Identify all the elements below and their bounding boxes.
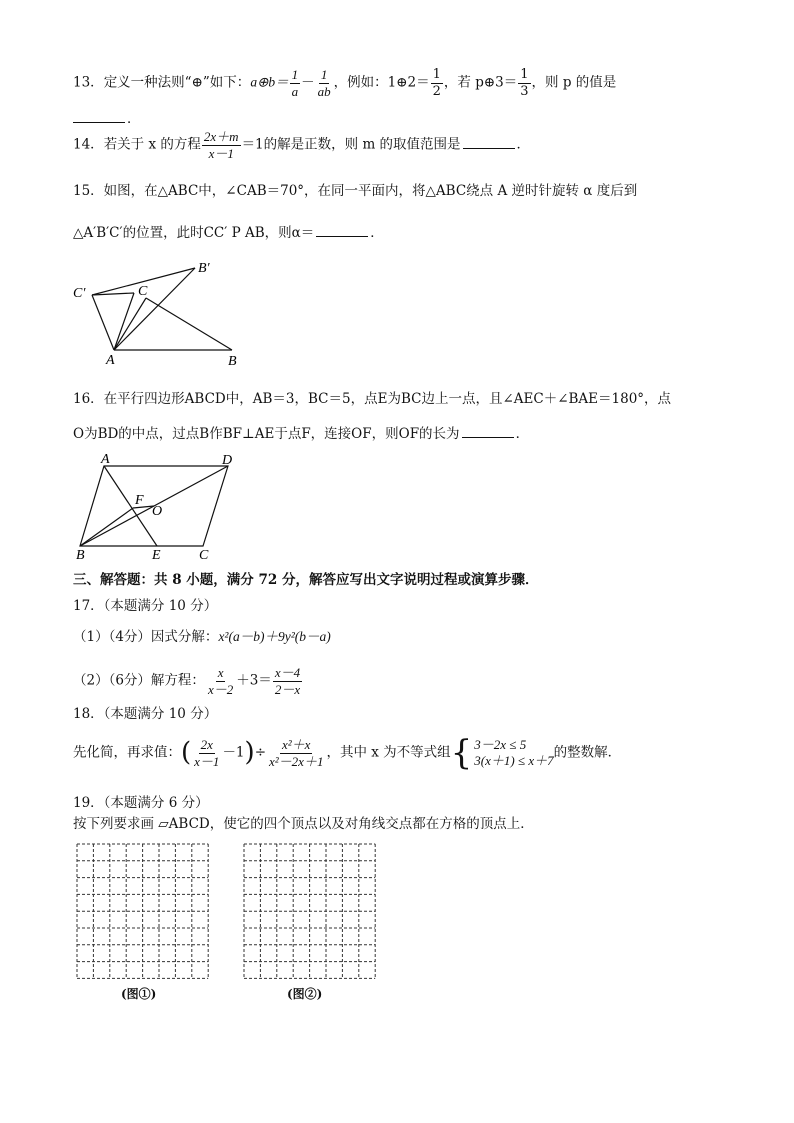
q13-answer-blank[interactable]: ． [73, 110, 141, 127]
grid-figure-1[interactable] [73, 840, 213, 985]
label-B: B [76, 548, 85, 562]
label-A: A [101, 452, 110, 467]
fraction: $\frac{2x+m}{x-1}$ [203, 129, 239, 161]
fraction: $\frac{1}{2}$ [432, 67, 441, 99]
label-D: D [222, 453, 233, 468]
q19-instruction: 按下列要求画 ▱ABCD，使它的四个顶点以及对角线交点都在方格的顶点上． [73, 816, 534, 832]
q17-header: 17．（本题满分 10 分） [73, 598, 218, 614]
label-O: O [152, 504, 163, 519]
q15-line2: △A′B′C′的位置，此时CC′ P AB，则α＝ ． [73, 225, 384, 241]
q16-parallelogram-figure [70, 450, 250, 562]
section-heading: 三、解答题：共 8 小题，满分 72 分，解答应写出文字说明过程或演算步骤． [73, 572, 539, 588]
q17-part2: （2）（6分）解方程： $\frac{x}{x-2}$ ＋3＝ $\frac{x-4}{2-x}$ [73, 665, 301, 697]
q17-part1: （1）（4分）因式分解：x²(a－b)＋9y²(b－a) [73, 629, 331, 645]
q16-line2: O为BD的中点，过点B作BF⊥AE于点F，连接OF，则OF的长为 ． [73, 426, 530, 442]
fraction: $\frac{1}{3}$ [520, 67, 529, 99]
q15-answer-blank[interactable] [316, 224, 368, 237]
q14-answer-blank[interactable] [463, 136, 515, 149]
q18-problem: 先化简，再求值：( $\frac{2x}{x-1}$ －1)÷ $\frac{\text{x²＋x}}{\text{x²－2x＋1}}$ ，其中 x 为不等式组 { 3－2x ≤ 5 3(x＋1) ≤ x＋7 的整数解． [73, 733, 622, 773]
q16-line1: 16．在平行四边形ABCD中，AB＝3，BC＝5，点E为BC边上一点，且∠AEC＋∠BAE＝180°，点 [73, 391, 672, 407]
q15-rotation-figure [70, 255, 260, 370]
fraction: $\frac{2x}{x-1}$ [194, 736, 220, 769]
fraction: $\frac{x}{x-2}$ [207, 665, 234, 697]
q16-answer-blank[interactable] [462, 425, 514, 438]
label-C-prime: C′ [73, 286, 86, 301]
label-C: C [199, 548, 209, 562]
label-E: E [152, 548, 161, 562]
label-A: A [106, 353, 115, 368]
fraction: $\frac{\text{x²＋x}}{\text{x²－2x＋1}}$ [269, 736, 324, 769]
q15-line1: 15．如图，在△ABC中，∠CAB＝70°，在同一平面内，将△ABC绕点 A 逆时针旋转 α 度后到 [73, 183, 638, 199]
q14-line: 14．若关于 x 的方程 $\frac{2x+m}{x-1}$ ＝1的解是正数，则 m 的取值范围是 ． [73, 129, 531, 161]
inequality-system: { 3－2x ≤ 5 3(x＋1) ≤ x＋7 [450, 733, 554, 773]
grid-figure-2[interactable] [240, 840, 380, 985]
label-B-prime: B′ [198, 261, 210, 276]
fraction: $\frac{1}{a}$ [291, 67, 299, 99]
figure-2-caption: (图②) [287, 987, 323, 1001]
q19-header: 19．（本题满分 6 分） [73, 795, 209, 811]
q18-header: 18．（本题满分 10 分） [73, 706, 218, 722]
fraction: $\frac{1}{ab}$ [317, 67, 331, 99]
fraction: $\frac{x-4}{2-x}$ [274, 665, 301, 697]
figure-1-caption: (图①) [121, 987, 157, 1001]
label-F: F [135, 493, 144, 508]
q13-line: 13．定义一种法则“⊕”如下：a⊕b＝ $\frac{1}{a}$ － $\frac{1}{ab}$ ，例如：1⊕2＝ $\frac{1}{2}$ ，若 p⊕3＝ $\frac{1}{3}$ ，则 p 的值是 [73, 67, 617, 99]
label-C: C [138, 284, 148, 299]
label-B: B [228, 354, 237, 369]
